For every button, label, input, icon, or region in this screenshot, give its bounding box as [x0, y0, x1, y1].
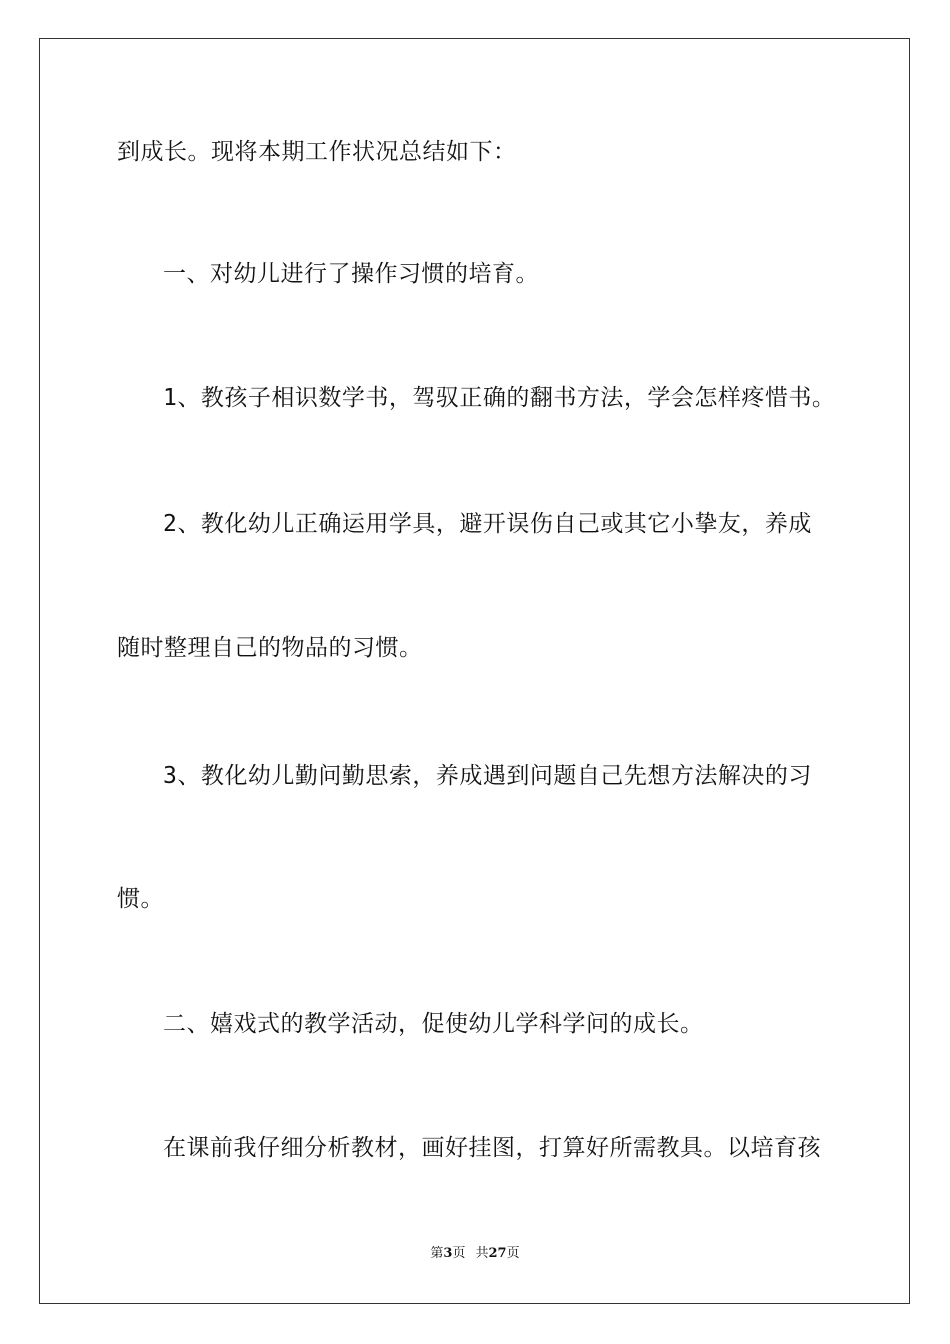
footer-total-prefix: 共 [475, 1246, 489, 1261]
footer-page-number: 3 [443, 1246, 453, 1261]
text-line-item-3: 3、教化幼儿勤问勤思索，养成遇到问题自己先想方法解决的习 [163, 763, 812, 789]
text-line-item-3-cont: 惯。 [117, 886, 164, 912]
footer-total-pages: 27 [488, 1246, 507, 1261]
footer-prefix: 第 [430, 1246, 444, 1261]
text-line-item-2-cont: 随时整理自己的物品的习惯。 [117, 635, 423, 661]
text-line-paragraph: 在课前我仔细分析教材，画好挂图，打算好所需教具。以培育孩 [163, 1135, 821, 1161]
page-footer [0, 1245, 950, 1263]
heading-1: 一、对幼儿进行了操作习惯的培育。 [163, 261, 539, 287]
page-border [39, 38, 910, 1304]
heading-2: 二、嬉戏式的教学活动，促使幼儿学科学问的成长。 [163, 1011, 704, 1037]
footer-total-suffix: 页 [506, 1246, 520, 1261]
footer-page-suffix: 页 [452, 1246, 466, 1261]
text-line-item-1: 1、教孩子相识数学书，驾驭正确的翻书方法，学会怎样疼惜书。 [163, 385, 836, 411]
text-line-item-2: 2、教化幼儿正确运用学具，避开误伤自己或其它小挚友，养成 [163, 511, 812, 537]
text-line-1: 到成长。现将本期工作状况总结如下： [117, 139, 517, 165]
